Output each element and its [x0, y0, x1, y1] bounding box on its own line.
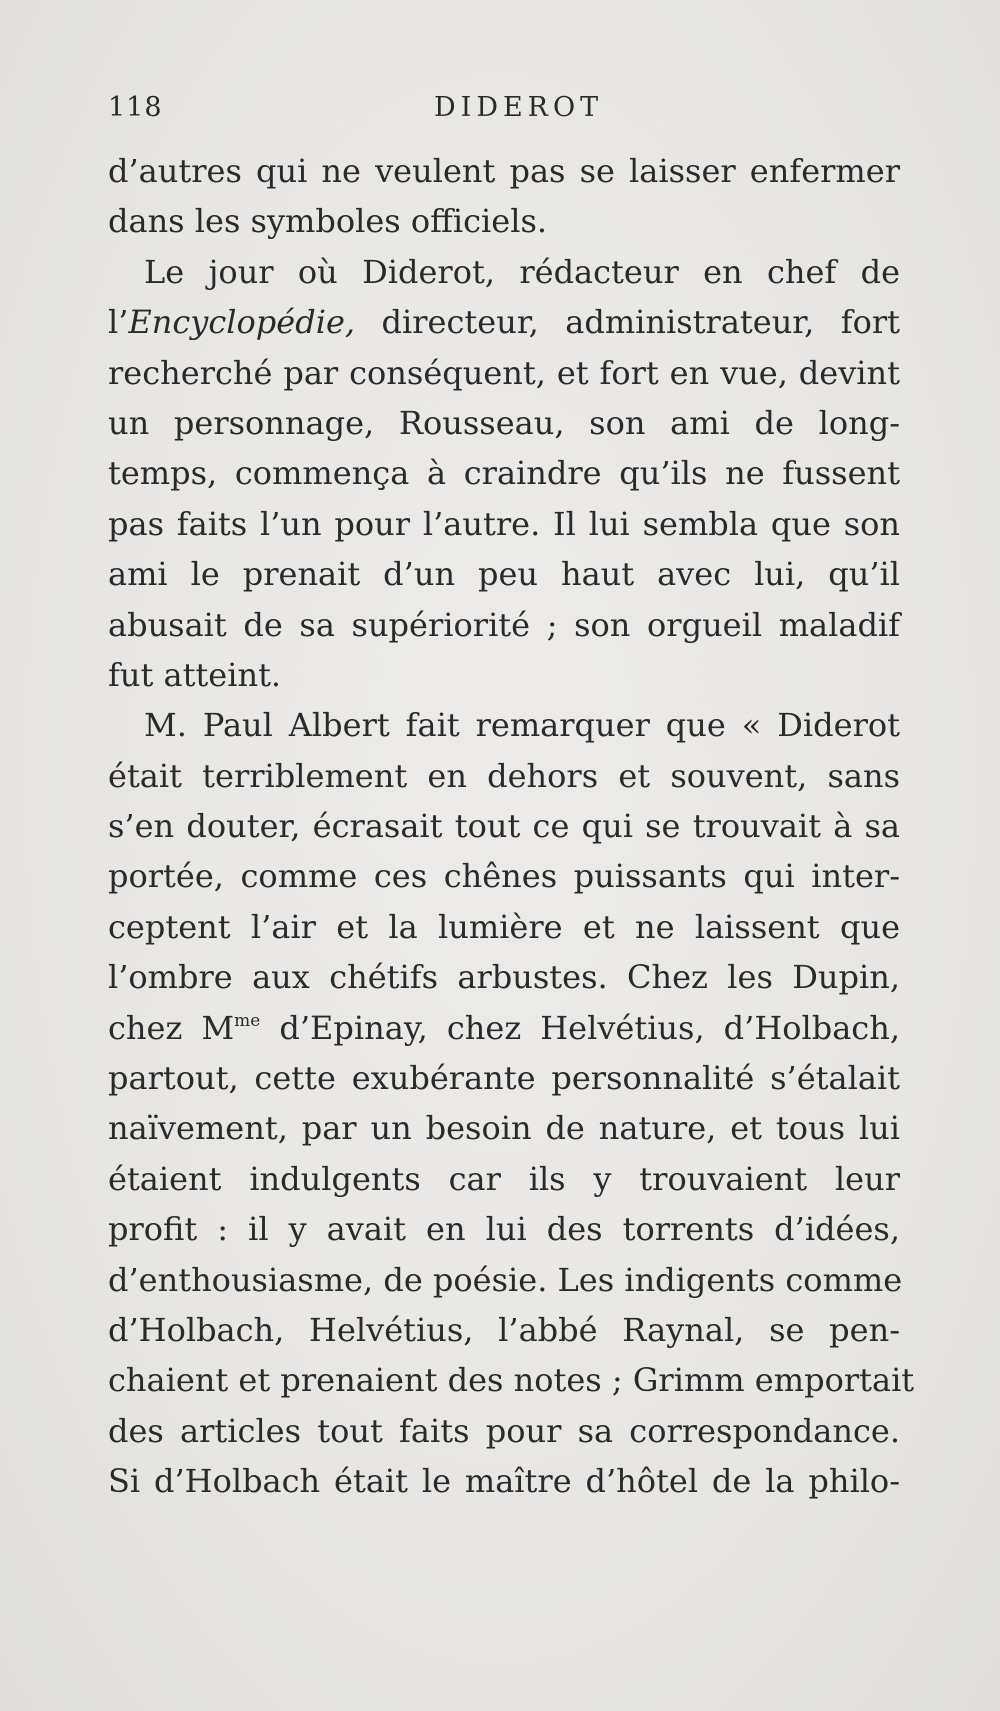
text-line: temps, commença à craindre qu’ils ne fussent	[108, 454, 900, 493]
text-line: pas faits l’un pour l’autre. Il lui sembla que son	[108, 504, 900, 543]
body-text	[108, 146, 915, 1507]
text-line: d’enthousiasme, de poésie. Les indigents comme	[108, 1260, 903, 1299]
page-number: 118	[108, 92, 163, 123]
running-title: DIDEROT	[434, 92, 604, 123]
text-line: recherché par conséquent, et fort en vue, devint	[108, 353, 900, 392]
text-line: dans les symboles officiels.	[108, 202, 548, 241]
text-line: profit : il y avait en lui des torrents d’idées,	[108, 1210, 900, 1249]
text-fragment: directeur, administrateur, fort	[381, 303, 900, 342]
text-line: étaient indulgents car ils y trouvaient leur	[108, 1159, 900, 1198]
superscript: me	[234, 1010, 261, 1031]
text-line	[108, 297, 900, 347]
text-line: l’ombre aux chétifs arbustes. Chez les Dupin,	[108, 958, 900, 997]
text-line: Si d’Holbach était le maître d’hôtel de la philo-	[108, 1462, 900, 1501]
text-line: était terriblement en dehors et souvent, sans	[108, 756, 900, 795]
text-fragment: l’	[108, 303, 129, 342]
text-line: abusait de sa supériorité ; son orgueil maladif	[108, 605, 900, 644]
text-line: d’autres qui ne veulent pas se laisser enfermer	[108, 152, 900, 190]
text-fragment: d’Epinay, chez Helvétius, d’Holbach,	[260, 1008, 901, 1047]
text-line: des articles tout faits pour sa correspondance.	[108, 1411, 900, 1450]
text-line: Le jour où Diderot, rédacteur en chef de	[144, 252, 900, 291]
text-line: fut atteint.	[108, 655, 282, 694]
text-line	[108, 1003, 900, 1053]
text-line: d’Holbach, Helvétius, l’abbé Raynal, se pen-	[108, 1310, 900, 1349]
text-line: portée, comme ces chênes puissants qui inter-	[108, 857, 900, 896]
italic-title: Encyclopédie,	[128, 303, 356, 342]
text-line: ami le prenait d’un peu haut avec lui, qu’il	[108, 555, 900, 594]
text-line: M. Paul Albert fait remarquer que « Diderot	[144, 706, 900, 745]
text-line: partout, cette exubérante personnalité s’étalait	[108, 1059, 900, 1098]
text-fragment: chez M	[108, 1008, 235, 1047]
text-line: chaient et prenaient des notes ; Grimm emportait	[108, 1361, 915, 1400]
text-line: ceptent l’air et la lumière et ne laissent que	[108, 907, 900, 946]
text-line: naïvement, par un besoin de nature, et tous lui	[108, 1109, 900, 1148]
text-line: un personnage, Rousseau, son ami de long-	[108, 403, 900, 442]
text-line: s’en douter, écrasait tout ce qui se trouvait à sa	[108, 807, 900, 846]
